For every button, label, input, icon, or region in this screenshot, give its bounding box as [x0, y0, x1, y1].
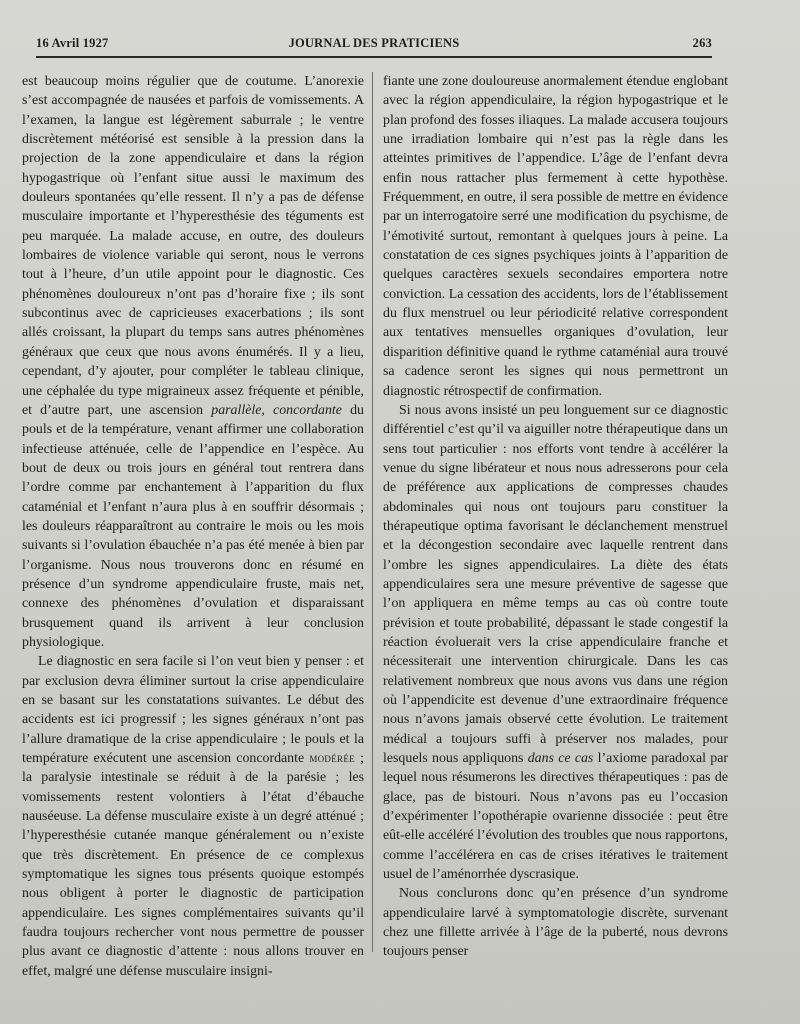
running-header [36, 36, 712, 58]
journal-title: JOURNAL DES PRATICIENS [288, 36, 460, 50]
italic-emphasis: dans ce cas [527, 751, 594, 767]
left-paragraph-2 [22, 652, 364, 981]
left-paragraph-1 [22, 72, 364, 652]
right-paragraph-3: Nous conclurons donc qu’en présence d’un syndrome appendiculaire larvé à symptomatologie discrète, survenant chez une fillette arrivée à l’âge de la puberté, nous devrons toujours penser [383, 886, 728, 960]
left-column [22, 72, 364, 979]
right-paragraph-2 [383, 401, 728, 885]
header-date: 16 Avril 1927 [36, 36, 109, 50]
text-run: ; la paralysie intestinale se réduit à de la parésie ; les vomissements restent volontiers à l’état d’ébauche nauséeuse. La défense musculaire existe à un degré atténué ; l’hyperesthésie cutanée manque généralement ou n’existe que très discrètement. En présence de ce complexus symptomatique les signes tous présents quoique estompés nous obligent à porter le diagnostic de participation appendiculaire. Les signes complémentaires suivants qu’il faudra toujours rechercher vont nous permettre de pousser plus avant ce diagnostic d’attente : nous allons trouver en effet, malgré une défense musculaire insigni- [22, 751, 364, 979]
small-caps-emphasis: modérée [309, 751, 355, 766]
text-run: Si nous avons insisté un peu longuement sur ce diagnostic différentiel c’est qu’il va aiguiller notre thérapeutique dans un sens tout particulier : nos efforts vont tendre à accélérer la venue du signe libérateur et nous nous adresserons pour cela de préférence aux applications de compresses chaudes abdominales qui nous ont toujours paru constituer la thérapeutique optima favorisant le déclanchement menstruel et la décongestion secondaire avec laquelle rentrent dans l’ombre les signes appendiculaires. La diète des états appendiculaires sera une mesure préventive de sagesse que l’on appliquera en même temps au cas où contre toute prévision et toute probabilité, dépassant le stade congestif la réaction évoluerait vers la crise appendiculaire franche et nécessiterait une intervention chirurgicale. Dans les cas relativement nombreux que nous avons vus dans une région où l’appendicite est devenue d’une extraordinaire fréquence nous n’avons jamais observé cette évolution. Le traitement médical a toujours suffi à préserver nos malades, pour lesquels nous appliquons [383, 402, 728, 767]
text-run: du pouls et de la température, venant affirmer une collaboration infectieuse atténuée, celle de l’appendice en l’espèce. Au bout de deux ou trois jours en général tout rentrera dans l’ordre comme par enchantement à l’apparition du flux cataménial et l’enfant n’aura plus à en souffrir désormais ; les douleurs réapparaîtront au contraire le mois ou les mois suivants si l’ovulation ébauchée n’a pas été menée à bien par l’organisme. Nous nous trouverons donc en résumé en présence d’un syndrome appendiculaire fruste, mais net, connexe des phénomènes d’ovulation et disparaissant brusquement quand ils arrivent à leur conclusion physiologique. [22, 402, 364, 650]
column-rule [372, 72, 373, 952]
text-run: l’axiome paradoxal par lequel nous résumerons les directives thérapeutiques : pas de glace, pas de bistouri. Nous n’avons pas eu l’occasion d’expérimenter l’opothérapie ovarienne dissociée : peut être eût-elle accéléré l’évolution des troubles que nous rapportons, comme l’accélérera en cas de crises itératives le traitement usuel de l’aménorrhée dyscrasique. [383, 751, 728, 883]
right-paragraph-1: fiante une zone douloureuse anormalement étendue englobant avec la région appendiculaire, la région hypogastrique et le plan profond des fosses iliaques. La malade accusera toujours une irradiation lombaire qui n’est pas la règle dans les atteintes primitives de l’appendice. L’âge de l’enfant devra enfin nous rattacher plus fermement à cette hypothèse. Fréquemment, en outre, il sera possible de mettre en évidence par un interrogatoire serré une modification du psychisme, de l’émotivité surtout, remontant à quelques jours à peine. La constatation de ces signes psychiques joints à l’apparition de quelques caractères sexuels secondaires emportera notre conviction. La cessation des accidents, lors de l’établissement du flux menstruel ou leur périodicité relative correspondent aux tentatives mensuelles organiques d’ovulation, leur disparition définitive quand le rythme cataménial aura trouvé sa cadence seront les signes qui nous permettront un diagnostic rétrospectif de confirmation. [383, 74, 728, 399]
italic-emphasis: parallèle, concordante [211, 402, 342, 418]
text-run: Le diagnostic en sera facile si l’on veut bien y penser : et par exclusion devra éliminer surtout la crise appendiculaire en se basant sur les constatations suivantes. Le début des accidents est ici progressif ; les signes généraux n’ont pas l’allure dramatique de la crise appendiculaire ; le pouls et la température exécutent une ascension concordante [22, 654, 364, 767]
right-column [383, 72, 728, 962]
text-run: est beaucoup moins régulier que de coutume. L’anorexie s’est accompagnée de nausées et parfois de vomissements. A l’examen, la langue est légèrement saburrale ; le ventre discrètement météorisé est sensible à la pression dans la projection de la zone appendiculaire et dans la région hypogastrique où l’enfant situe aussi le maximum des douleurs spontanées qu’elle ressent. Il n’y a pas de défense musculaire importante et l’hyperesthésie des téguments est peu marquée. La malade accuse, en outre, des douleurs lombaires de violence variable qui seront, nous le verrons tout à l’heure, d’un utile appoint pour le diagnostic. Ces phénomènes douloureux n’ont pas d’horaire fixe ; ils sont subcontinus avec de capricieuses exacerbations ; ils sont allés croissant, la plupart du temps sans autres phénomènes généraux que ceux que nous avons énumérés. Il y a lieu, cependant, d’y ajouter, pour compléter le tableau clinique, une céphalée du type migraineux assez fréquente et pénible, et d’autre part, une ascension [22, 74, 364, 418]
page-number: 263 [692, 36, 712, 50]
